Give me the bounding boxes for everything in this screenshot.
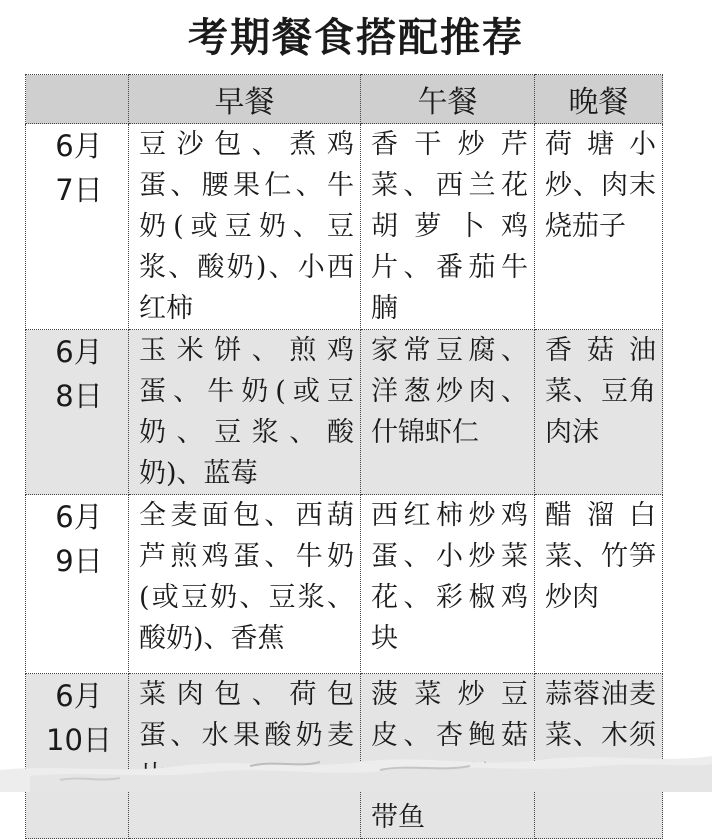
- breakfast-cell: 豆沙包、煮鸡蛋、腰果仁、牛奶(或豆奶、豆浆、酸奶)、小西红柿: [129, 124, 361, 330]
- table-row: [26, 495, 663, 674]
- lunch-cell: 菠菜炒豆皮、杏鲍菇 带鱼: [361, 674, 535, 839]
- dinner-cell: 荷塘小炒、肉末烧茄子: [535, 124, 663, 330]
- dinner-cell: 香菇油菜、豆角肉沫: [535, 330, 663, 495]
- table-row: [26, 124, 663, 330]
- ink-brush-decoration: [0, 740, 712, 792]
- header-dinner: 晚餐: [535, 75, 663, 124]
- table-row: [26, 330, 663, 495]
- date-month: 6月: [55, 335, 103, 369]
- lunch-cell: 香干炒芹菜、西兰花胡萝卜鸡片、番茄牛腩: [361, 124, 535, 330]
- date-day: 8日: [55, 379, 103, 413]
- lunch-cell: 西红柿炒鸡蛋、小炒菜花、彩椒鸡块: [361, 495, 535, 674]
- date-month: 6月: [55, 500, 103, 534]
- breakfast-cell: 菜肉包、荷包蛋、水果酸奶麦: [129, 674, 361, 839]
- dinner-cell: 醋溜白菜、竹笋炒肉: [535, 495, 663, 674]
- lunch-cell: 家常豆腐、洋葱炒肉、什锦虾仁: [361, 330, 535, 495]
- date-month: 6月: [55, 679, 103, 713]
- date-day: 10日: [46, 723, 112, 757]
- header-breakfast: 早餐: [129, 75, 361, 124]
- dinner-cell: 蒜蓉油麦菜、木须: [535, 674, 663, 839]
- meal-table: [25, 74, 663, 839]
- date-day: 9日: [55, 544, 103, 578]
- header-date: [26, 75, 129, 124]
- breakfast-cell: 全麦面包、西葫芦煎鸡蛋、牛奶(或豆奶、豆浆、酸奶)、香蕉: [129, 495, 361, 674]
- breakfast-cell: 玉米饼、煎鸡蛋、牛奶(或豆奶、豆浆、酸奶)、蓝莓: [129, 330, 361, 495]
- header-row: [26, 75, 663, 124]
- page-title: 考期餐食搭配推荐: [188, 15, 524, 61]
- date-month: 6月: [55, 129, 103, 163]
- date-day: 7日: [55, 173, 103, 207]
- date-cell: [26, 330, 129, 495]
- header-lunch: 午餐: [361, 75, 535, 124]
- date-cell: [26, 495, 129, 674]
- date-cell: [26, 124, 129, 330]
